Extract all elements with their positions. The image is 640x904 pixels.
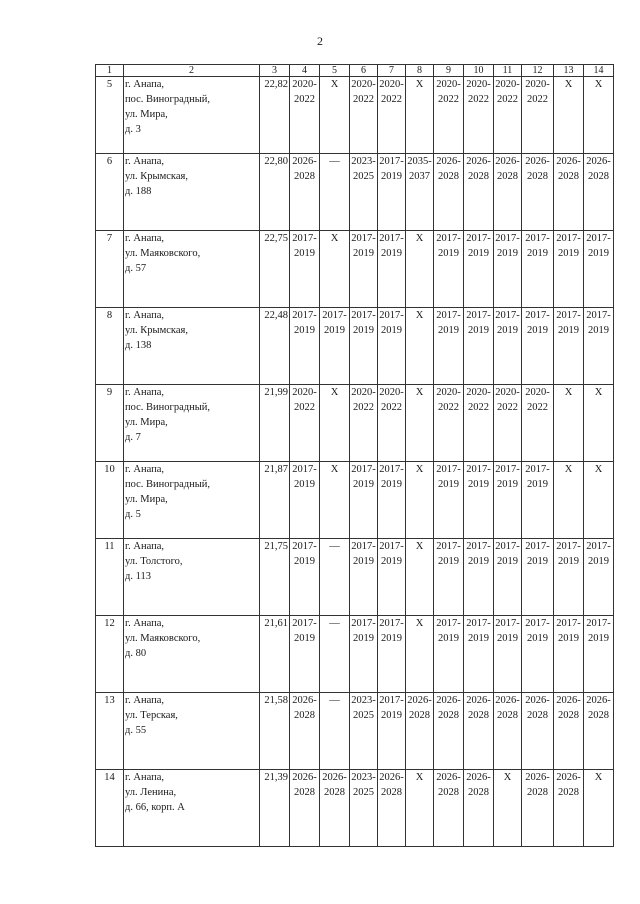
column-header: 7 <box>378 65 406 77</box>
column-header: 8 <box>406 65 434 77</box>
period-cell: 2017- 2019 <box>522 231 554 308</box>
period-cell: 2017- 2019 <box>378 693 406 770</box>
table-row <box>96 231 614 308</box>
period-cell: 2017- 2019 <box>554 231 584 308</box>
period-cell: Х <box>584 462 614 539</box>
table-row <box>96 462 614 539</box>
period-cell: Х <box>406 231 434 308</box>
period-cell: 2026- 2028 <box>554 693 584 770</box>
period-cell: 2017- 2019 <box>554 539 584 616</box>
period-cell: 2035- 2037 <box>406 154 434 231</box>
period-cell: 2023- 2025 <box>350 154 378 231</box>
period-cell: — <box>320 539 350 616</box>
row-number: 12 <box>96 616 124 693</box>
period-cell: 2017- 2019 <box>522 308 554 385</box>
period-cell: — <box>320 693 350 770</box>
period-cell: 2020- 2022 <box>378 77 406 154</box>
period-cell: 2020- 2022 <box>522 77 554 154</box>
area-cell: 21,61 <box>260 616 290 693</box>
period-cell: 2026- 2028 <box>378 770 406 847</box>
column-header: 13 <box>554 65 584 77</box>
period-cell: Х <box>320 462 350 539</box>
period-cell: 2020- 2022 <box>290 385 320 462</box>
period-cell: 2026- 2028 <box>464 693 494 770</box>
period-cell: 2026- 2028 <box>554 770 584 847</box>
area-cell: 22,82 <box>260 77 290 154</box>
column-header: 9 <box>434 65 464 77</box>
period-cell: 2026- 2028 <box>584 693 614 770</box>
period-cell: 2017- 2019 <box>522 462 554 539</box>
address-cell: г. Анапа, ул. Крымская, д. 138 <box>124 308 260 385</box>
period-cell: 2017- 2019 <box>554 308 584 385</box>
table-row <box>96 616 614 693</box>
period-cell: 2017- 2019 <box>350 231 378 308</box>
address-cell: г. Анапа, пос. Виноградный, ул. Мира, д. 3 <box>124 77 260 154</box>
period-cell: 2017- 2019 <box>434 616 464 693</box>
period-cell: 2017- 2019 <box>434 462 464 539</box>
row-number: 5 <box>96 77 124 154</box>
period-cell: 2017- 2019 <box>290 231 320 308</box>
period-cell: Х <box>320 231 350 308</box>
row-number: 10 <box>96 462 124 539</box>
column-header: 1 <box>96 65 124 77</box>
period-cell: Х <box>406 770 434 847</box>
column-header: 4 <box>290 65 320 77</box>
table-row <box>96 693 614 770</box>
address-cell: г. Анапа, пос. Виноградный, ул. Мира, д. 5 <box>124 462 260 539</box>
period-cell: 2026- 2028 <box>554 154 584 231</box>
period-cell: Х <box>406 77 434 154</box>
period-cell: 2017- 2019 <box>494 308 522 385</box>
column-header: 5 <box>320 65 350 77</box>
row-number: 8 <box>96 308 124 385</box>
table-body <box>96 77 614 847</box>
period-cell: 2017- 2019 <box>378 308 406 385</box>
row-number: 6 <box>96 154 124 231</box>
period-cell: 2026- 2028 <box>522 693 554 770</box>
period-cell: 2017- 2019 <box>494 462 522 539</box>
period-cell: 2026- 2028 <box>464 770 494 847</box>
period-cell: 2017- 2019 <box>290 616 320 693</box>
period-cell: 2017- 2019 <box>320 308 350 385</box>
period-cell: 2017- 2019 <box>464 462 494 539</box>
period-cell: 2017- 2019 <box>378 616 406 693</box>
period-cell: 2026- 2028 <box>290 693 320 770</box>
period-cell: 2017- 2019 <box>494 539 522 616</box>
period-cell: 2020- 2022 <box>434 77 464 154</box>
period-cell: Х <box>320 77 350 154</box>
period-cell: 2017- 2019 <box>494 231 522 308</box>
period-cell: 2020- 2022 <box>522 385 554 462</box>
period-cell: 2026- 2028 <box>522 154 554 231</box>
table-row <box>96 385 614 462</box>
period-cell: 2026- 2028 <box>584 154 614 231</box>
period-cell: 2026- 2028 <box>290 770 320 847</box>
period-cell: 2020- 2022 <box>434 385 464 462</box>
period-cell: Х <box>406 539 434 616</box>
column-header: 12 <box>522 65 554 77</box>
table-row <box>96 154 614 231</box>
period-cell: Х <box>406 308 434 385</box>
period-cell: 2017- 2019 <box>350 539 378 616</box>
period-cell: 2020- 2022 <box>494 77 522 154</box>
period-cell: Х <box>554 385 584 462</box>
header-row <box>96 65 614 77</box>
period-cell: 2026- 2028 <box>406 693 434 770</box>
period-cell: 2017- 2019 <box>464 616 494 693</box>
period-cell: 2020- 2022 <box>350 77 378 154</box>
period-cell: 2017- 2019 <box>554 616 584 693</box>
period-cell: 2020- 2022 <box>378 385 406 462</box>
period-cell: 2026- 2028 <box>434 154 464 231</box>
period-cell: 2017- 2019 <box>350 308 378 385</box>
period-cell: 2017- 2019 <box>584 616 614 693</box>
period-cell: 2026- 2028 <box>434 693 464 770</box>
period-cell: 2020- 2022 <box>494 385 522 462</box>
period-cell: 2017- 2019 <box>378 539 406 616</box>
page-number: 2 <box>317 34 323 48</box>
period-cell: Х <box>554 462 584 539</box>
period-cell: 2023- 2025 <box>350 770 378 847</box>
period-cell: 2026- 2028 <box>290 154 320 231</box>
period-cell: — <box>320 616 350 693</box>
period-cell: Х <box>584 385 614 462</box>
period-cell: 2017- 2019 <box>584 539 614 616</box>
row-number: 14 <box>96 770 124 847</box>
address-cell: г. Анапа, ул. Толстого, д. 113 <box>124 539 260 616</box>
area-cell: 21,39 <box>260 770 290 847</box>
period-cell: 2017- 2019 <box>290 308 320 385</box>
period-cell: 2017- 2019 <box>584 231 614 308</box>
area-cell: 21,75 <box>260 539 290 616</box>
address-cell: г. Анапа, ул. Ленина, д. 66, корп. А <box>124 770 260 847</box>
period-cell: 2017- 2019 <box>290 539 320 616</box>
period-cell: 2026- 2028 <box>464 154 494 231</box>
column-header: 6 <box>350 65 378 77</box>
column-header: 14 <box>584 65 614 77</box>
period-cell: 2020- 2022 <box>464 77 494 154</box>
column-header: 2 <box>124 65 260 77</box>
schedule-table <box>95 64 614 847</box>
period-cell: 2017- 2019 <box>378 231 406 308</box>
period-cell: 2026- 2028 <box>494 693 522 770</box>
period-cell: 2017- 2019 <box>494 616 522 693</box>
address-cell: г. Анапа, пос. Виноградный, ул. Мира, д. 7 <box>124 385 260 462</box>
period-cell: 2026- 2028 <box>522 770 554 847</box>
area-cell: 22,48 <box>260 308 290 385</box>
period-cell: Х <box>584 770 614 847</box>
period-cell: Х <box>406 616 434 693</box>
period-cell: 2017- 2019 <box>464 539 494 616</box>
period-cell: Х <box>320 385 350 462</box>
period-cell: 2017- 2019 <box>378 154 406 231</box>
area-cell: 21,58 <box>260 693 290 770</box>
period-cell: — <box>320 154 350 231</box>
table-row <box>96 539 614 616</box>
period-cell: Х <box>554 77 584 154</box>
period-cell: 2026- 2028 <box>494 154 522 231</box>
column-header: 10 <box>464 65 494 77</box>
period-cell: 2017- 2019 <box>464 308 494 385</box>
area-cell: 22,80 <box>260 154 290 231</box>
period-cell: Х <box>406 385 434 462</box>
row-number: 7 <box>96 231 124 308</box>
period-cell: 2017- 2019 <box>290 462 320 539</box>
period-cell: Х <box>584 77 614 154</box>
period-cell: 2017- 2019 <box>378 462 406 539</box>
row-number: 9 <box>96 385 124 462</box>
column-header: 11 <box>494 65 522 77</box>
table-row <box>96 77 614 154</box>
table-header <box>96 65 614 77</box>
period-cell: 2017- 2019 <box>350 616 378 693</box>
period-cell: 2020- 2022 <box>350 385 378 462</box>
period-cell: 2017- 2019 <box>350 462 378 539</box>
period-cell: 2017- 2019 <box>522 539 554 616</box>
area-cell: 21,87 <box>260 462 290 539</box>
period-cell: 2023- 2025 <box>350 693 378 770</box>
period-cell: Х <box>494 770 522 847</box>
period-cell: 2017- 2019 <box>434 231 464 308</box>
table-row <box>96 308 614 385</box>
period-cell: 2017- 2019 <box>434 308 464 385</box>
period-cell: 2017- 2019 <box>464 231 494 308</box>
period-cell: 2026- 2028 <box>320 770 350 847</box>
period-cell: 2017- 2019 <box>584 308 614 385</box>
address-cell: г. Анапа, ул. Маяковского, д. 80 <box>124 616 260 693</box>
period-cell: 2020- 2022 <box>290 77 320 154</box>
address-cell: г. Анапа, ул. Крымская, д. 188 <box>124 154 260 231</box>
period-cell: Х <box>406 462 434 539</box>
address-cell: г. Анапа, ул. Маяковского, д. 57 <box>124 231 260 308</box>
period-cell: 2020- 2022 <box>464 385 494 462</box>
row-number: 13 <box>96 693 124 770</box>
row-number: 11 <box>96 539 124 616</box>
period-cell: 2017- 2019 <box>522 616 554 693</box>
address-cell: г. Анапа, ул. Терская, д. 55 <box>124 693 260 770</box>
area-cell: 21,99 <box>260 385 290 462</box>
table-row <box>96 770 614 847</box>
period-cell: 2017- 2019 <box>434 539 464 616</box>
period-cell: 2026- 2028 <box>434 770 464 847</box>
area-cell: 22,75 <box>260 231 290 308</box>
column-header: 3 <box>260 65 290 77</box>
